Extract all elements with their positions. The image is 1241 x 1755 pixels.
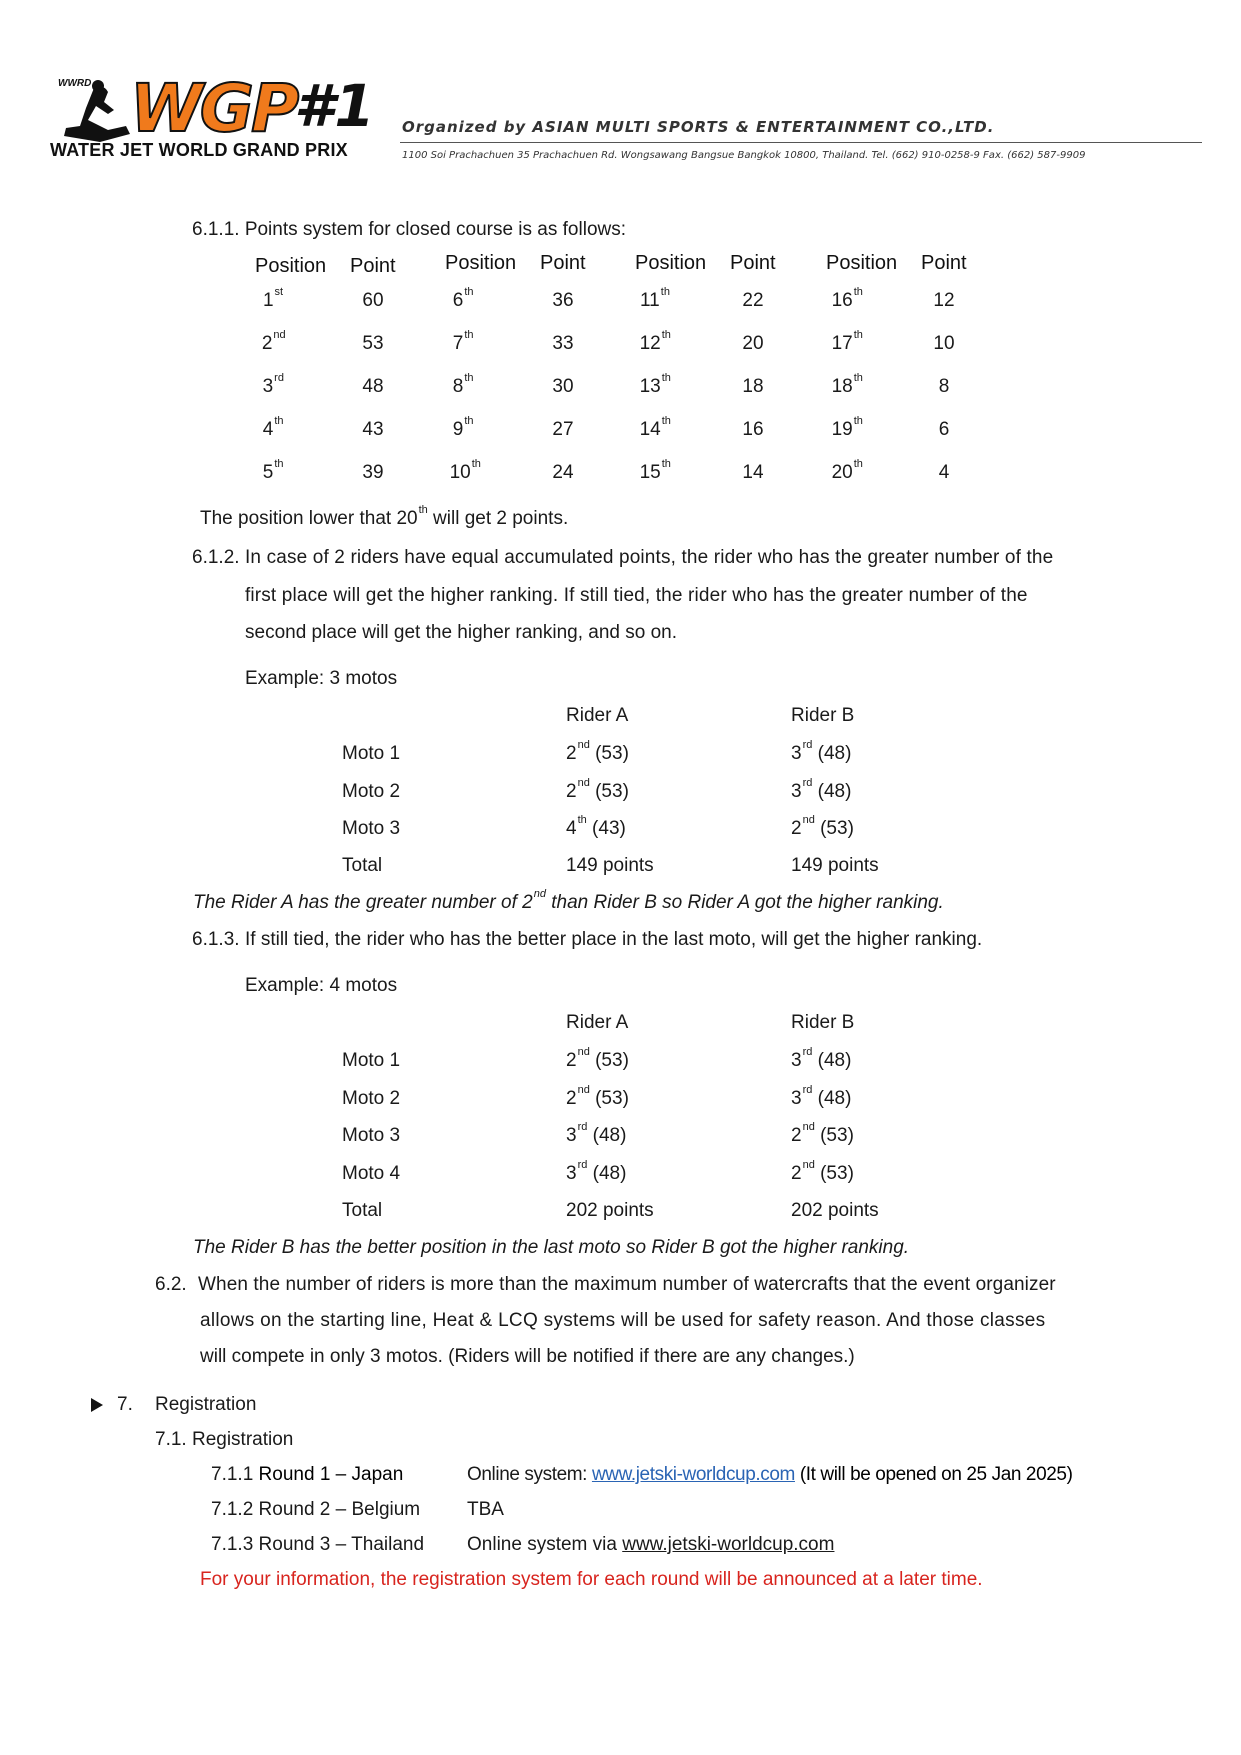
points-table-position: 15th	[639, 458, 671, 483]
round-3-label: 7.1.3 Round 3 – Thailand	[211, 1534, 425, 1555]
round-3-text: Online system via	[467, 1534, 623, 1555]
points-table-point: 10	[933, 333, 955, 354]
points-table-position: 1st	[262, 286, 284, 311]
round-3-link[interactable]: www.jetski-worldcup.com	[622, 1534, 835, 1555]
points-table-position: 11th	[640, 286, 670, 311]
moto-result-rider-b: 3rd (48)	[791, 1046, 852, 1071]
points-table-point: 4	[938, 462, 950, 483]
section-7-title: Registration	[155, 1394, 257, 1415]
total-label: Total	[342, 1200, 383, 1221]
moto-label: Moto 3	[342, 1125, 401, 1146]
moto-result-rider-a: 3rd (48)	[566, 1121, 627, 1146]
points-table-position: 13th	[639, 372, 671, 397]
header-rule	[400, 142, 1202, 143]
col-point-header: Point	[921, 252, 967, 274]
note-text-end: will get 2 points.	[427, 508, 569, 529]
conclusion-text-end: than Rider B so Rider A got the higher ranking.	[545, 892, 944, 913]
points-table-point: 53	[362, 333, 384, 354]
points-table-position: 17th	[831, 329, 863, 354]
round-1-label	[211, 1464, 403, 1486]
rider-b-header: Rider B	[791, 1012, 855, 1033]
moto-label: Moto 1	[342, 1050, 401, 1071]
moto-label: Moto 2	[342, 1087, 401, 1109]
total-rider-a: 149 points	[566, 855, 654, 876]
moto-result-rider-b: 2nd (53)	[791, 1121, 854, 1146]
points-table-position: 18th	[831, 372, 863, 397]
section-6-1-2-line: first place will get the higher ranking. If still tied, the rider who has the greater number of the	[245, 585, 1028, 606]
section-6-1-1-heading: 6.1.1. Points system for closed course is as follows:	[192, 219, 627, 240]
col-position-header: Position	[255, 255, 327, 277]
points-table-point: 16	[742, 419, 764, 440]
round-1-title: Round 1 – Japan	[258, 1464, 404, 1485]
points-table-position: 20th	[831, 458, 863, 483]
points-table-position: 2nd	[261, 329, 286, 354]
organizer-address: 1100 Soi Prachachuen 35 Prachachuen Rd. Wongsawang Bangsue Bangkok 10800, Thailand. Tel. (662) 910-0258-9 Fax. (662) 587-9909	[402, 150, 1086, 161]
moto-result-rider-a: 2nd (53)	[566, 1046, 629, 1071]
example-4-conclusion: The Rider B has the better position in the last moto so Rider B got the higher ranking.	[193, 1237, 910, 1258]
rider-a-header: Rider A	[566, 705, 629, 726]
points-table-position: 10th	[449, 458, 481, 483]
points-table-position: 16th	[831, 286, 863, 311]
round-1-note: (It will be opened on 25 Jan 2025)	[794, 1464, 1073, 1485]
points-table-position: 3rd	[262, 372, 284, 397]
points-table-point: 12	[933, 290, 955, 311]
points-table-position: 19th	[831, 415, 863, 440]
section-6-1-2-line: In case of 2 riders have equal accumulated points, the rider who has the greater number of the	[245, 547, 1054, 568]
section-6-1-3-line: If still tied, the rider who has the better place in the last moto, will get the higher ranking.	[245, 929, 983, 950]
section-6-2-line: allows on the starting line, Heat & LCQ systems will be used for safety reason. And those classes	[200, 1310, 1046, 1331]
points-table-position: 4th	[262, 415, 284, 440]
points-table-position: 7th	[452, 329, 474, 354]
section-6-2-line: When the number of riders is more than the maximum number of watercrafts that the event organizer	[198, 1274, 1056, 1295]
total-label: Total	[342, 855, 383, 876]
conclusion-sup: nd	[533, 888, 546, 900]
points-table-point: 36	[552, 290, 574, 311]
logo-wgp: WGP	[130, 70, 297, 147]
points-table-point: 8	[938, 376, 950, 397]
section-7-number: 7.	[117, 1394, 133, 1415]
rider-b-header: Rider B	[791, 705, 855, 726]
section-6-1-3-number: 6.1.3.	[192, 929, 240, 950]
points-table-point: 27	[552, 419, 574, 440]
col-point-header: Point	[350, 255, 396, 277]
moto-result-rider-b: 2nd (53)	[791, 814, 854, 839]
moto-result-rider-b: 3rd (48)	[791, 739, 852, 764]
example-4-motos: Example: 4 motos	[245, 975, 398, 996]
points-table-position: 8th	[452, 372, 474, 397]
total-rider-b: 202 points	[791, 1200, 879, 1221]
conclusion-text: The Rider A has the greater number of 2	[193, 892, 533, 913]
col-point-header: Point	[540, 252, 586, 274]
section-7-1-heading: 7.1. Registration	[155, 1429, 294, 1450]
round-2-registration: TBA	[467, 1499, 504, 1520]
round-3-registration	[467, 1534, 834, 1556]
logo-number: #1	[294, 72, 375, 140]
points-table-position: 6th	[452, 286, 474, 311]
moto-label: Moto 1	[342, 743, 401, 764]
note-sup: th	[418, 504, 428, 516]
lower-position-note	[200, 504, 569, 530]
points-table-point: 60	[362, 290, 384, 311]
points-table-point: 18	[742, 376, 764, 397]
rider-a-header: Rider A	[566, 1012, 629, 1033]
section-6-2-number: 6.2.	[155, 1274, 187, 1295]
points-table-position: 5th	[262, 458, 284, 483]
moto-result-rider-a: 2nd (53)	[566, 776, 629, 802]
section-6-1-2-line: second place will get the higher ranking, and so on.	[245, 622, 677, 643]
points-table-position: 12th	[639, 329, 671, 354]
points-table-point: 14	[742, 462, 764, 483]
col-position-header: Position	[635, 252, 707, 274]
logo-caption: WATER JET WORLD GRAND PRIX	[50, 140, 348, 160]
round-1-text: Online system:	[467, 1464, 592, 1485]
round-1-registration	[467, 1464, 1073, 1486]
points-table-position: 14th	[639, 415, 671, 440]
example-3-conclusion	[193, 888, 944, 914]
moto-label: Moto 2	[342, 780, 401, 802]
moto-label: Moto 3	[342, 818, 401, 839]
points-table-point: 39	[362, 462, 384, 483]
round-2-label: 7.1.2 Round 2 – Belgium	[211, 1499, 421, 1520]
triangle-bullet-icon	[90, 1397, 104, 1413]
section-6-2-line: will compete in only 3 motos. (Riders will be notified if there are any changes.)	[200, 1346, 855, 1367]
points-table-point: 20	[742, 333, 764, 354]
points-table-point: 33	[552, 333, 574, 354]
col-point-header: Point	[730, 252, 776, 274]
total-rider-b: 149 points	[791, 855, 879, 876]
moto-result-rider-a: 4th (43)	[566, 814, 626, 839]
points-table-point: 22	[742, 290, 764, 311]
points-table-point: 30	[552, 376, 574, 397]
example-3-motos: Example: 3 motos	[245, 668, 398, 689]
total-rider-a: 202 points	[566, 1200, 654, 1221]
section-6-1-2-number: 6.1.2.	[192, 547, 240, 568]
points-table-point: 24	[552, 462, 574, 483]
registration-info-notice: For your information, the registration system for each round will be announced at a later time.	[200, 1569, 983, 1590]
moto-result-rider-b: 3rd (48)	[791, 776, 852, 802]
moto-label: Moto 4	[342, 1162, 401, 1184]
round-1-number: 7.1.1	[211, 1464, 259, 1485]
points-table-point: 48	[362, 376, 384, 397]
moto-result-rider-b: 3rd (48)	[791, 1083, 852, 1109]
organizer-line: Organized by ASIAN MULTI SPORTS & ENTERTAINMENT CO.,LTD.	[402, 118, 995, 136]
points-table-position: 9th	[452, 415, 474, 440]
moto-result-rider-b: 2nd (53)	[791, 1158, 854, 1184]
col-position-header: Position	[826, 252, 898, 274]
round-1-link[interactable]: www.jetski-worldcup.com	[591, 1464, 795, 1485]
moto-result-rider-a: 3rd (48)	[566, 1158, 627, 1184]
points-table-point: 43	[362, 419, 384, 440]
logo-small-text: WWRD	[58, 78, 92, 89]
logo	[48, 70, 378, 166]
col-position-header: Position	[445, 252, 517, 274]
note-text: The position lower that 20	[200, 508, 418, 529]
moto-result-rider-a: 2nd (53)	[566, 739, 629, 764]
moto-result-rider-a: 2nd (53)	[566, 1083, 629, 1109]
points-table-point: 6	[938, 419, 950, 440]
